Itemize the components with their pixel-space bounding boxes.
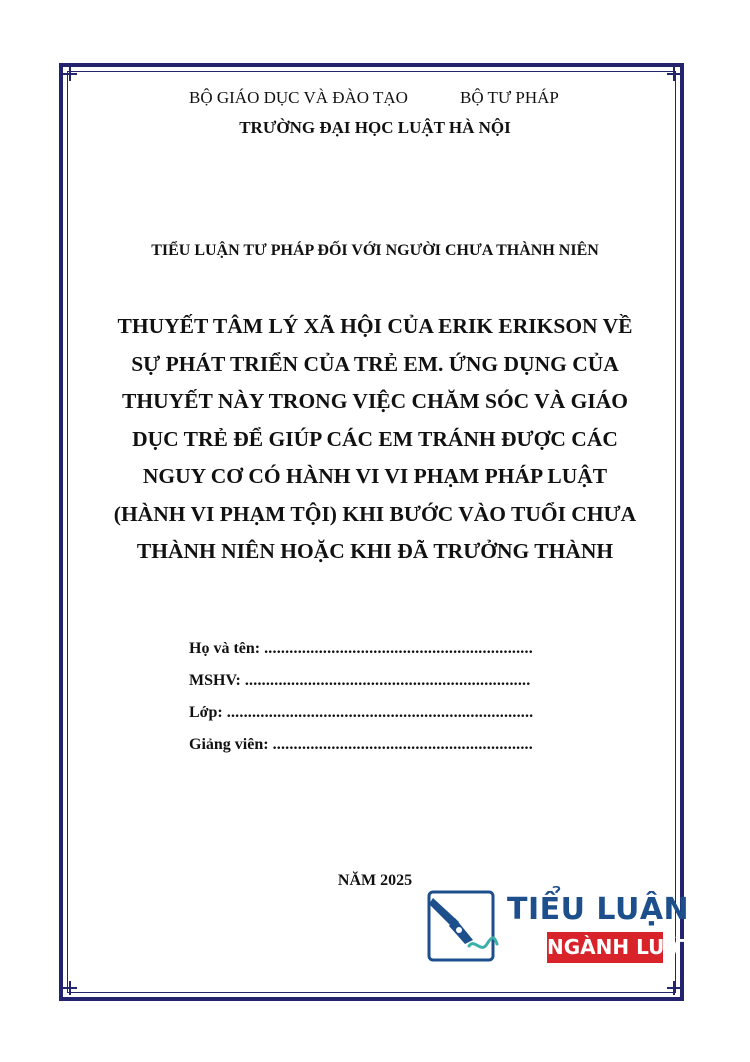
class-label: Lớp:: [189, 704, 223, 721]
class-blank: .........................................................................: [226, 704, 534, 721]
lecturer-label: Giảng viên:: [189, 736, 269, 753]
title-line: THUYẾT NÀY TRONG VIỆC CHĂM SÓC VÀ GIÁO: [122, 389, 628, 413]
essay-type: TIỂU LUẬN TƯ PHÁP ĐỐI VỚI NGƯỜI CHƯA THÀNH NIÊN: [151, 242, 599, 259]
title-line: (HÀNH VI PHẠM TỘI) KHI BƯỚC VÀO TUỔI CHƯA: [113, 501, 637, 526]
pen-nib-icon: [425, 888, 501, 964]
logo-text-top: TIỂU LUẬN: [507, 892, 690, 927]
year: NĂM 2025: [337, 872, 413, 889]
title-line: THÀNH NIÊN HOẶC KHI ĐÃ TRƯỞNG THÀNH: [136, 539, 614, 563]
university-name: TRƯỜNG ĐẠI HỌC LUẬT HÀ NỘI: [239, 118, 511, 137]
lecturer-blank: ..............................................................: [272, 736, 533, 753]
ministry-justice: BỘ TƯ PHÁP: [460, 88, 559, 107]
ministry-education: BỘ GIÁO DỤC VÀ ĐÀO TẠO: [189, 88, 408, 107]
corner-ornament: [63, 67, 77, 81]
lecturer-field: [189, 736, 533, 754]
title-line: THUYẾT TÂM LÝ XÃ HỘI CỦA ERIK ERIKSON VỀ: [117, 314, 633, 338]
student-id-field: [189, 672, 530, 690]
student-id-blank: ....................................................................: [244, 672, 531, 689]
name-blank: ................................................................: [264, 640, 533, 657]
name-field: [189, 640, 533, 658]
title-line: DỤC TRẺ ĐỂ GIÚP CÁC EM TRÁNH ĐƯỢC CÁC: [132, 426, 618, 451]
watermark-logo: [425, 888, 694, 968]
name-label: Họ và tên:: [189, 640, 261, 657]
corner-ornament: [667, 67, 681, 81]
logo-text-bottom: NGÀNH LUẬT: [547, 932, 663, 963]
essay-title: [90, 308, 660, 571]
title-line: SỰ PHÁT TRIỂN CỦA TRẺ EM. ỨNG DỤNG CỦA: [131, 351, 619, 376]
class-field: [189, 704, 533, 722]
student-id-label: MSHV:: [189, 672, 241, 689]
corner-ornament: [63, 981, 77, 995]
corner-ornament: [667, 981, 681, 995]
title-line: NGUY CƠ CÓ HÀNH VI VI PHẠM PHÁP LUẬT: [142, 464, 608, 488]
